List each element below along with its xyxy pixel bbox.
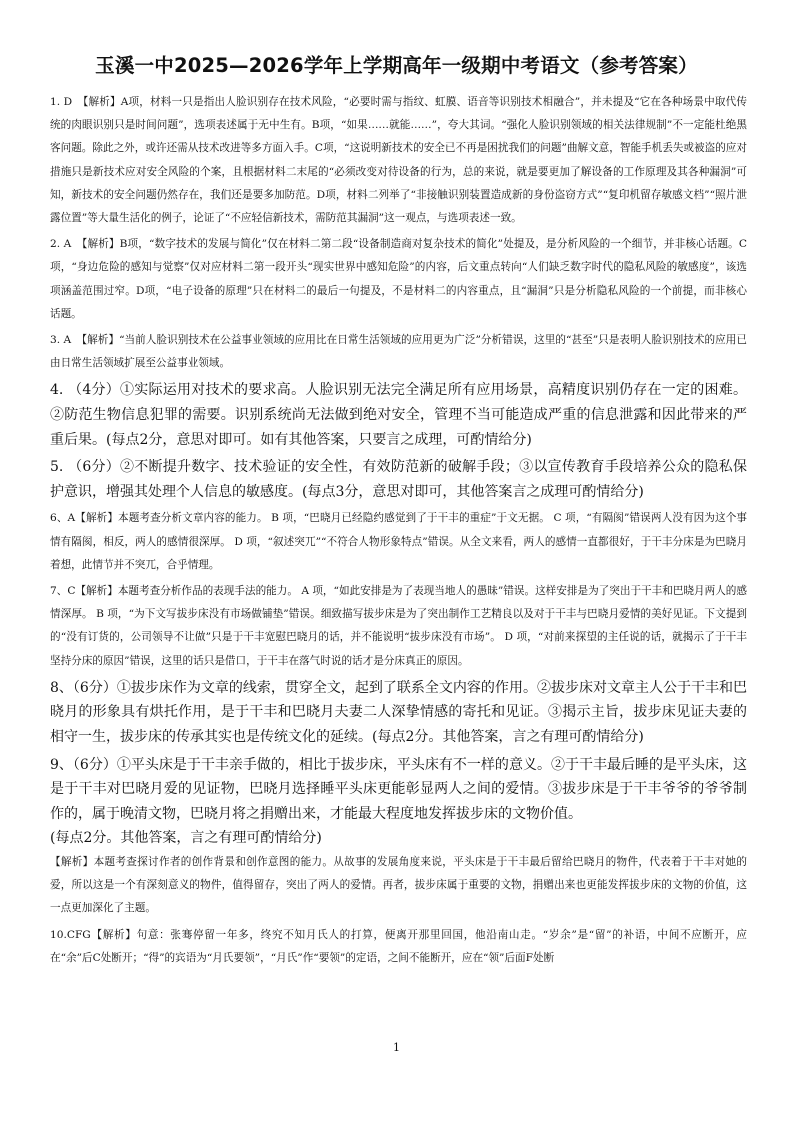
page-number: 1 [393,1041,400,1054]
answer-item-9: 9、（6分）①平头床是于干丰亲手做的，相比于拔步床，平头床有不一样的意义。②于干丰最后睡的是平头床，这是于干丰对巴晓月爱的见证物，巴晓月选择睡平头床更能彰显两人之间的爱情。③拔步床是于干丰爷爷的爷爷制作的，属于晚清文物，巴晓月将之捐赠出来，才能最大程度地发挥拔步床的文物价值。 [50,756,747,822]
answer-item-9-scoring-note: (每点2分。其他答案，言之有理可酌情给分) [50,830,322,847]
answer-item-4: 4. （4分）①实际运用对技术的要求高。人脸识别无法完全满足所有应用场景，高精度识别仍存在一定的困难。②防范生物信息犯罪的需要。识别系统尚无法做到绝对安全，管理不当可能造成严重的信息泄露和因此带来的严重后果。(每点2分，意思对即可。如有其他答案，只要言之成理，可酌情给分) [50,382,747,448]
answer-item-9-analysis: 【解析】本题考查探讨作者的创作背景和创作意图的能力。从故事的发展角度来说，平头床是于干丰最后留给巴晓月的物件，代表着于干丰对她的爱，所以这是一个有深刻意义的物件，值得留存，突出了两人的爱情。再者，拔步床属于重要的文物，捐赠出来也更能发挥拔步床的文物的价值，这一点更加深化了主题。 [50,855,747,915]
answer-item-1: 1. D 【解析】A项，材料一只是指出人脸识别存在技术风险，“必要时需与指纹、虹膜、语音等识别技术相融合”，并未提及“它在各种场景中取代传统的肉眼识别只是时间问题”，选项表述属于无中生有。B项，“如果……就能……”，夸大其词。“强化人脸识别领域的相关法律规制”不一定能杜绝黑客问题。除此之外，或许还需从技术改进等多方面入手。C项，“这说明新技术的安全已不再是困扰我们的问题”曲解文意，智能手机丢失或被盗的应对措施只是新技术应对安全风险的个案，且根据材料二末尾的“必须改变对待设备的行为，总的来说，就是要更加了解设备的工作原理及其各种漏洞”可知，新技术的安全问题仍然存在，我们还是要多加防范。D项，材料二列举了“非接触识别装置造成新的身份盗窃方式”“复印机留存敏感文档”“照片泄露位置”等大量生活化的例子，论证了“不应轻信新技术，需防范其漏洞”这一观点，与选项表述一致。 [50,96,747,225]
answer-item-6: 6、A【解析】本题考查分析文章内容的能力。 B 项，“巴晓月已经隐约感觉到了于干丰的重症”于文无据。 C 项，“有隔阂”错误两人没有因为这个事情有隔阂，相反，两人的感情很深厚。 D 项，“叙述突兀”“不符合人物形象特点”错误。从全文来看，两人的感情一直都很好，于干丰分床是为巴晓月着想，此情节并不突兀，合乎情理。 [50,512,747,571]
answer-item-2: 2. A 【解析】B项，“数字技术的发展与简化”仅在材料二第二段“设备制造商对复杂技术的简化”处提及，是分析风险的一个细节，并非核心话题。C项，“身边危险的感知与觉察”仅对应材料二第一段开头“现实世界中感知危险”的内容，后文重点转向“人们缺乏数字时代的隐私风险的敏感度”，该选项涵盖范围过窄。D项，“电子设备的原理”只在材料二的最后一句提及，不是材料二的内容重点，且“漏洞”只是分析隐私风险的一个前提，而非核心话题。 [50,238,747,320]
document-title: 玉溪一中2025—2026学年上学期高年一级期中考语文（参考答案） [95,54,698,77]
answer-list [50,91,747,970]
answer-item-8: 8、（6分）①拔步床作为文章的线索，贯穿全文，起到了联系全文内容的作用。②拔步床对文章主人公于干丰和巴晓月的形象具有烘托作用，是于干丰和巴晓月夫妻二人深挚情感的寄托和见证。③揭示主旨，拔步床见证夫妻的相守一生，拔步床的传承其实也是传统文化的延续。(每点2分。其他答案，言之有理可酌情给分) [50,679,747,746]
answer-item-10: 10.CFG【解析】句意：张骞停留一年多，终究不知月氏人的打算，便离开那里回国，他沿南山走。“岁余”是“留”的补语，中间不应断开，应在“余”后C处断开；“得”的宾语为“月氏要领”，“月氏”作“要领”的定语，之间不能断开，应在“领”后面F处断 [50,928,747,964]
answer-item-3: 3. A 【解析】“当前人脸识别技术在公益事业领域的应用比在日常生活领域的应用更为广泛”分析错误，这里的“甚至”只是表明人脸识别技术的应用已由日常生活领域扩展至公益事业领域。 [50,334,747,370]
answer-item-7: 7、C【解析】本题考查分析作品的表现手法的能力。 A 项，“如此安排是为了表现当地人的愚昧”错误。这样安排是为了突出于干丰和巴晓月两人的感情深厚。 B 项，“为下文写拔步床没有市场做铺垫”错误。细致描写拔步床是为了突出制作工艺精良以及对于干丰与巴晓月爱情的美好见证。下文提到的“没有订货的，公司领导不让做”只是于干丰宽慰巴晓月的话，并不能说明“拔步床没有市场”。 D 项，“对前来探望的主任说的话，就揭示了于干丰坚持分床的原因”错误，这里的话只是借口，于干丰在落气时说的话才是分床真正的原因。 [50,585,747,667]
answer-item-5: 5. （6分）②不断提升数字、技术验证的安全性，有效防范新的破解手段；③以宣传教育手段培养公众的隐私保护意识，增强其处理个人信息的敏感度。(每点3分，意思对即可，其他答案言之成理可酌情给分) [50,459,747,500]
